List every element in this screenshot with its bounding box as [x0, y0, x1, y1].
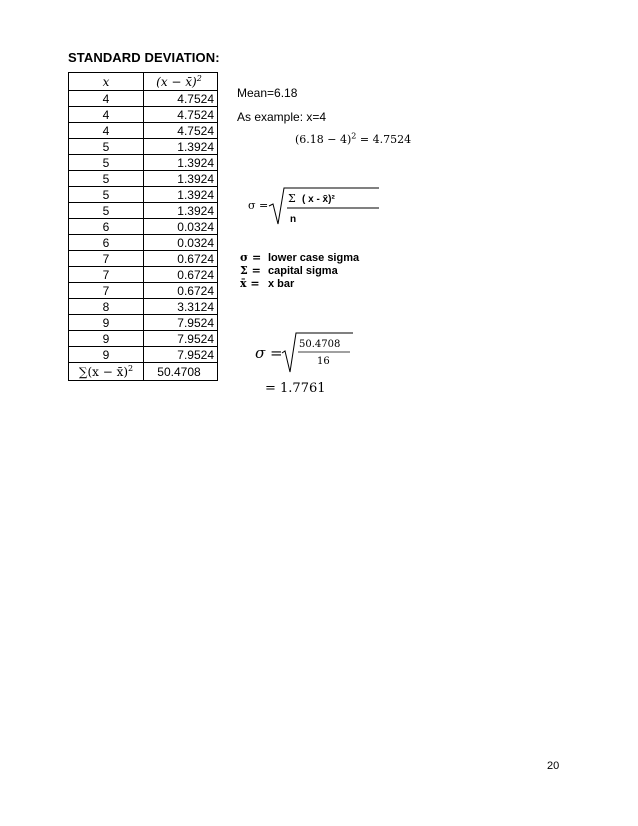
cell-deviation-squared: 7.9524	[144, 331, 218, 347]
cell-x: 4	[69, 107, 144, 123]
legend-text: capital sigma	[268, 265, 338, 277]
cell-deviation-squared: 0.6724	[144, 251, 218, 267]
example-equation-rhs: = 4.7524	[356, 133, 412, 146]
cell-deviation-squared: 7.9524	[144, 315, 218, 331]
example-equation-exponent: 2	[351, 131, 357, 141]
standard-deviation-formula-image	[247, 186, 379, 230]
header-x: x	[69, 73, 144, 91]
formula-denominator: n	[290, 214, 297, 225]
table-body	[69, 91, 218, 363]
legend-symbol: x̄ =	[240, 277, 260, 290]
sum-value: 50.4708	[144, 363, 218, 381]
table-row	[69, 187, 218, 203]
cell-x: 6	[69, 235, 144, 251]
legend-symbol: Σ =	[240, 264, 261, 277]
sigma-result: = 1.7761	[265, 381, 326, 396]
cell-deviation-squared: 4.7524	[144, 107, 218, 123]
legend-item-sigma	[240, 251, 390, 264]
cell-x: 7	[69, 251, 144, 267]
cell-x: 9	[69, 315, 144, 331]
legend-item-capital-sigma	[240, 264, 390, 277]
header-deviation-squared	[144, 73, 218, 91]
cell-deviation-squared: 1.3924	[144, 139, 218, 155]
example-equation-lhs: (6.18 − 4)	[295, 133, 352, 146]
table-row	[69, 331, 218, 347]
table-row	[69, 251, 218, 267]
table-row	[69, 299, 218, 315]
example-equation	[295, 133, 411, 146]
cell-deviation-squared: 4.7524	[144, 123, 218, 139]
table-row	[69, 123, 218, 139]
cell-x: 9	[69, 347, 144, 363]
page-number: 20	[547, 760, 560, 772]
legend-text: x bar	[268, 278, 295, 290]
cell-x: 5	[69, 171, 144, 187]
cell-deviation-squared: 3.3124	[144, 299, 218, 315]
sigma-calc-denominator: 16	[317, 356, 330, 367]
table-row	[69, 171, 218, 187]
table-row	[69, 91, 218, 107]
sigma-calculation	[255, 331, 375, 375]
sigma-calc-lhs: σ =	[255, 344, 283, 362]
cell-x: 5	[69, 187, 144, 203]
legend-symbol: σ =	[240, 251, 262, 264]
table-sum-row	[69, 363, 218, 381]
cell-deviation-squared: 0.0324	[144, 219, 218, 235]
sum-label-exponent: 2	[128, 363, 134, 373]
table-row	[69, 219, 218, 235]
table-row	[69, 107, 218, 123]
table-row	[69, 155, 218, 171]
sum-label	[69, 363, 144, 381]
formula-sigma: σ =	[248, 199, 269, 212]
table-row	[69, 139, 218, 155]
cell-deviation-squared: 1.3924	[144, 155, 218, 171]
cell-x: 4	[69, 123, 144, 139]
table-row	[69, 347, 218, 363]
header-exponent: 2	[196, 73, 202, 83]
formula-numerator: ( x - x̄)²	[302, 194, 335, 205]
cell-x: 6	[69, 219, 144, 235]
table-row	[69, 203, 218, 219]
header-deviation-text: (x − x̄)	[156, 74, 197, 89]
standard-deviation-table	[68, 72, 218, 381]
cell-deviation-squared: 0.6724	[144, 283, 218, 299]
table-row	[69, 315, 218, 331]
sigma-calc-numerator: 50.4708	[299, 339, 341, 350]
cell-x: 8	[69, 299, 144, 315]
legend-item-x-bar	[240, 277, 390, 290]
symbol-legend	[240, 251, 390, 290]
cell-x: 9	[69, 331, 144, 347]
cell-x: 4	[69, 91, 144, 107]
table-row	[69, 283, 218, 299]
table-header-row	[69, 73, 218, 91]
cell-deviation-squared: 1.3924	[144, 203, 218, 219]
page-heading: STANDARD DEVIATION:	[68, 50, 220, 65]
sum-label-text: ∑(x − x̄)	[78, 364, 129, 379]
cell-x: 5	[69, 155, 144, 171]
cell-x: 5	[69, 139, 144, 155]
cell-x: 5	[69, 203, 144, 219]
formula-sum-symbol: Σ	[288, 192, 296, 205]
cell-deviation-squared: 0.0324	[144, 235, 218, 251]
cell-x: 7	[69, 283, 144, 299]
legend-text: lower case sigma	[268, 252, 360, 264]
mean-text: Mean=6.18	[237, 86, 298, 100]
cell-x: 7	[69, 267, 144, 283]
table-row	[69, 267, 218, 283]
cell-deviation-squared: 1.3924	[144, 171, 218, 187]
example-text: As example: x=4	[237, 110, 327, 124]
table-row	[69, 235, 218, 251]
cell-deviation-squared: 4.7524	[144, 91, 218, 107]
cell-deviation-squared: 7.9524	[144, 347, 218, 363]
cell-deviation-squared: 1.3924	[144, 187, 218, 203]
cell-deviation-squared: 0.6724	[144, 267, 218, 283]
